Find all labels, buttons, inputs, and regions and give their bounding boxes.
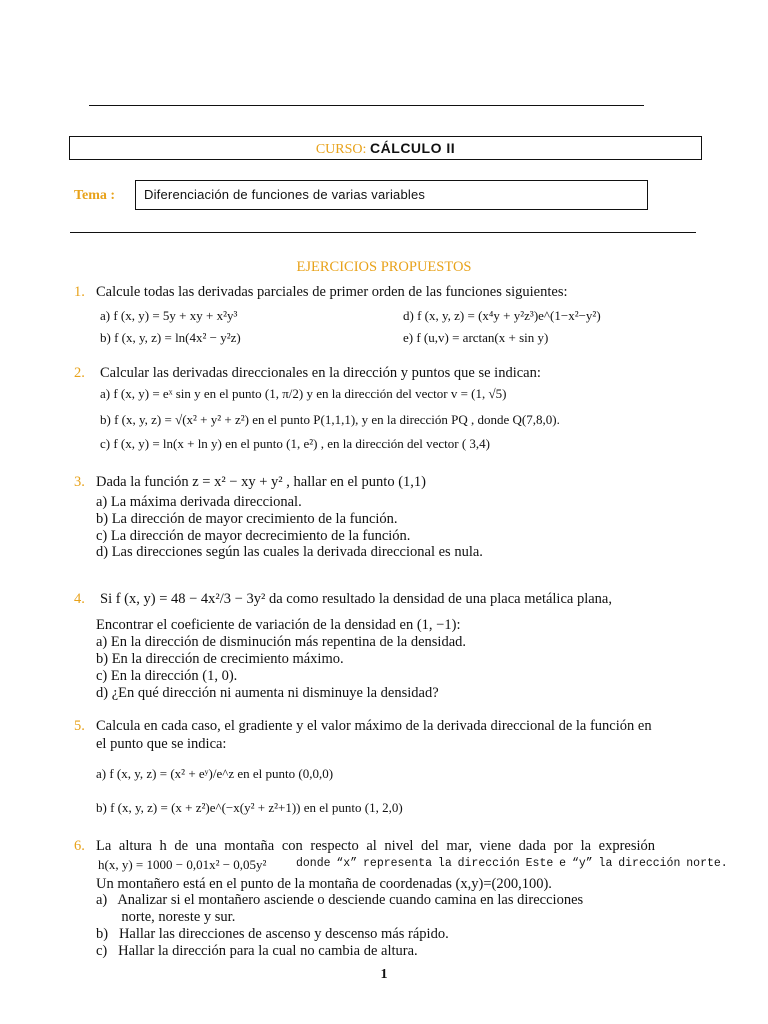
exercise-2-number: 2. — [74, 365, 85, 381]
exercise-1-item-b: b) f (x, y, z) = ln(4x² − y²z) — [100, 330, 241, 345]
exercise-6-item-a: a) Analizar si el montañero asciende o desciende cuando camina en las direcciones — [96, 892, 584, 908]
exercise-2-item-b: b) f (x, y, z) = √(x² + y² + z²) en el punto P(1,1,1), y en la dirección PQ , donde Q(7,8,0). — [100, 412, 560, 427]
exercise-1-statement: Calcule todas las derivadas parciales de primer orden de las funciones siguientes: — [96, 284, 568, 300]
exercise-4-item-d: d) ¿En qué dirección ni aumenta ni disminuye la densidad? — [96, 685, 439, 701]
page-number: 1 — [380, 967, 388, 982]
exercise-1-item-a: a) f (x, y) = 5y + xy + x²y³ — [100, 308, 238, 323]
exercise-1-item-d: d) f (x, y, z) = (x⁴y + y²z³)e^(1−x²−y²) — [403, 308, 601, 323]
exercise-6-item-b: b) Hallar las direcciones de ascenso y descenso más rápido. — [96, 926, 449, 942]
exercise-3-item-d: d) Las direcciones según las cuales la derivada direccional es nula. — [96, 544, 483, 560]
exercise-2-item-a: a) f (x, y) = eˣ sin y en el punto (1, π/2) y en la dirección del vector v = (1, √5) — [100, 386, 507, 401]
exercise-5-statement-2: el punto que se indica: — [96, 736, 227, 752]
exercise-5-item-b: b) f (x, y, z) = (x + z²)e^(−x(y² + z²+1)) en el punto (1, 2,0) — [96, 800, 403, 815]
exercise-6-statement-2-math: h(x, y) = 1000 − 0,01x² − 0,05y² — [98, 857, 267, 872]
header-rule — [70, 232, 696, 233]
exercise-4-number: 4. — [74, 591, 85, 607]
course-box — [69, 136, 702, 160]
exercise-4-item-b: b) En la dirección de crecimiento máximo. — [96, 651, 344, 667]
exercise-5-statement-1: Calcula en cada caso, el gradiente y el valor máximo de la derivada direccional de la función en — [96, 718, 652, 734]
exercise-5-number: 5. — [74, 718, 85, 734]
exercise-6-number: 6. — [74, 838, 85, 854]
course-label: CURSO: — [315, 142, 367, 157]
exercise-3-item-b: b) La dirección de mayor crecimiento de la función. — [96, 511, 398, 527]
exercise-4-item-c: c) En la dirección (1, 0). — [96, 668, 238, 684]
exercise-5-item-a: a) f (x, y, z) = (x² + eʸ)/e^z en el punto (0,0,0) — [96, 766, 334, 781]
exercise-6-statement-1: La altura h de una montaña con respecto al nivel del mar, viene dada por la expresión — [96, 838, 656, 854]
exercise-3-item-a: a) La máxima derivada direccional. — [96, 494, 302, 510]
exercise-2-item-c: c) f (x, y) = ln(x + ln y) en el punto (1, e²) , en la dirección del vector ( 3,4) — [100, 436, 491, 451]
exercise-4-item-a: a) En la dirección de disminución más repentina de la densidad. — [96, 634, 467, 650]
exercise-3-item-c: c) La dirección de mayor decrecimiento de la función. — [96, 528, 411, 544]
exercise-4-intro: Encontrar el coeficiente de variación de la densidad en (1, −1): — [96, 617, 461, 633]
topic-box — [135, 180, 648, 210]
exercise-1-number: 1. — [74, 284, 85, 300]
exercise-1-item-e: e) f (u,v) = arctan(x + sin y) — [403, 330, 549, 345]
exercise-3-statement: Dada la función z = x² − xy + y² , hallar en el punto (1,1) — [96, 474, 426, 490]
topic-value: Diferenciación de funciones de varias variables — [144, 187, 426, 202]
course-name: CÁLCULO II — [370, 140, 456, 156]
exercise-6-statement-3: Un montañero está en el punto de la montaña de coordenadas (x,y)=(200,100). — [96, 876, 552, 892]
exercise-4-statement: Si f (x, y) = 48 − 4x²/3 − 3y² da como resultado la densidad de una placa metálica plana, — [100, 591, 612, 607]
exercise-6-item-c: c) Hallar la dirección para la cual no cambia de altura. — [96, 943, 418, 959]
topic-label: Tema : — [74, 188, 116, 203]
top-rule — [89, 105, 644, 106]
exercise-6-item-a-cont: norte, noreste y sur. — [96, 909, 236, 925]
exercise-3-number: 3. — [74, 474, 85, 490]
exercise-2-statement: Calcular las derivadas direccionales en la dirección y puntos que se indican: — [100, 365, 541, 381]
exercise-6-statement-2-text: donde “x” representa la dirección Este e “y” la dirección norte. — [296, 857, 728, 870]
section-title: EJERCICIOS PROPUESTOS — [296, 259, 472, 275]
